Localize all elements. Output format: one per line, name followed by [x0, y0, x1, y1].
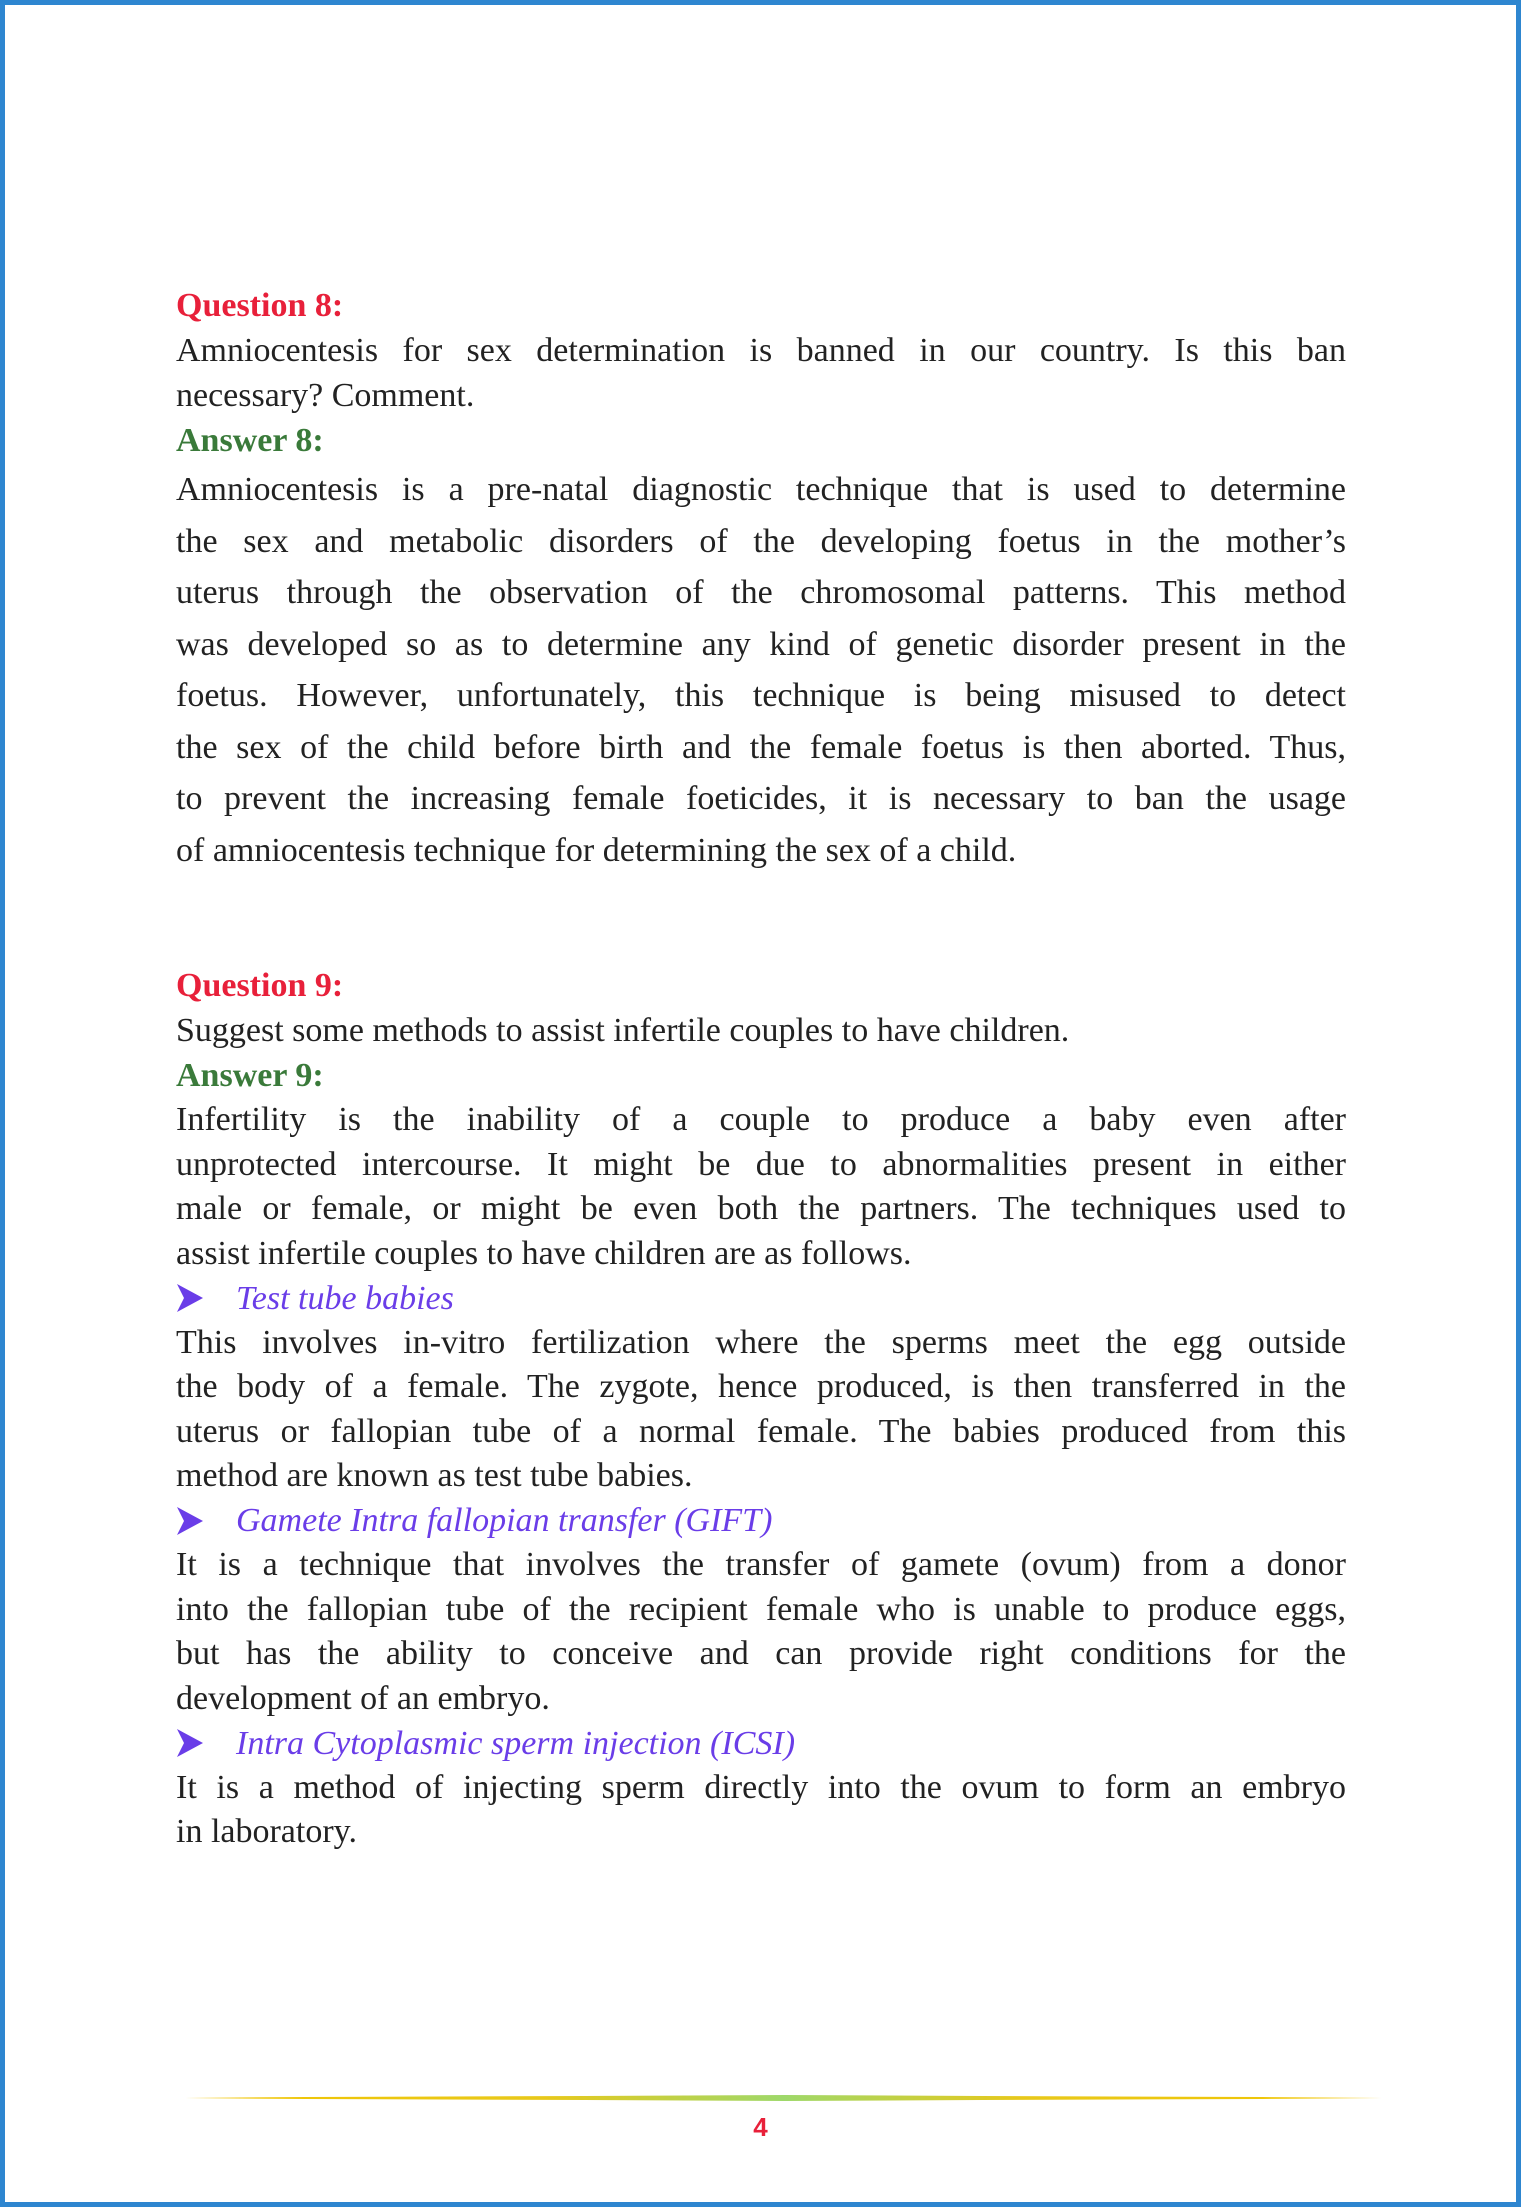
answer-8-line: to prevent the increasing female foeticides, it is necessary to ban the usage — [176, 780, 1346, 817]
question-8-section — [176, 283, 1346, 463]
footer-divider — [185, 2093, 1382, 2103]
method-line: It is a technique that involves the transfer of gamete (ovum) from a donor — [176, 1546, 1346, 1583]
answer-9-intro-line: unprotected intercourse. It might be due to abnormalities present in either — [176, 1145, 1346, 1183]
method-title: Test tube babies — [236, 1279, 454, 1317]
question-9-text-line: Suggest some methods to assist infertile couples to have children. — [176, 1012, 1070, 1049]
answer-9-label: Answer 9: — [176, 1057, 324, 1094]
answer-8-label: Answer 8: — [176, 422, 324, 459]
answer-8-paragraph — [176, 464, 1346, 876]
method-heading-gift — [176, 1499, 1346, 1544]
answer-8-line: of amniocentesis technique for determining the sex of a child. — [176, 831, 1017, 869]
method-line: but has the ability to conceive and can provide right conditions for the — [176, 1635, 1346, 1672]
answer-9-intro-line: assist infertile couples to have children are as follows. — [176, 1234, 912, 1272]
method-line: This involves in-vitro fertilization where the sperms meet the egg outside — [176, 1323, 1346, 1361]
arrowhead-bullet-icon — [176, 1506, 204, 1536]
answer-8-line: the sex and metabolic disorders of the developing foetus in the mother’s — [176, 522, 1346, 560]
question-8-label: Question 8: — [176, 287, 344, 324]
arrowhead-bullet-icon — [176, 1283, 204, 1313]
arrowhead-bullet-icon — [176, 1728, 204, 1758]
method-line: in laboratory. — [176, 1813, 357, 1850]
method-line: uterus or fallopian tube of a normal female. The babies produced from this — [176, 1412, 1346, 1450]
question-8-text-line: necessary? Comment. — [176, 377, 475, 414]
answer-8-line: foetus. However, unfortunately, this technique is being misused to detect — [176, 677, 1346, 714]
method-heading-icsi — [176, 1721, 1346, 1766]
answer-9-intro-line: Infertility is the inability of a couple to produce a baby even after — [176, 1101, 1346, 1138]
question-9-section — [176, 963, 1346, 1855]
method-line: method are known as test tube babies. — [176, 1457, 693, 1494]
page-number: 4 — [753, 2112, 768, 2142]
answer-8-line: Amniocentesis is a pre-natal diagnostic technique that is used to determine — [176, 471, 1346, 508]
question-8-text-line: Amniocentesis for sex determination is banned in our country. Is this ban — [176, 332, 1346, 369]
method-line: It is a method of injecting sperm directly into the ovum to form an embryo — [176, 1768, 1346, 1806]
method-title: Intra Cytoplasmic sperm injection (ICSI) — [236, 1724, 796, 1762]
answer-8-line: was developed so as to determine any kind of genetic disorder present in the — [176, 625, 1346, 663]
method-heading-test-tube-babies — [176, 1276, 1346, 1321]
answer-8-line: the sex of the child before birth and the female foetus is then aborted. Thus, — [176, 728, 1346, 766]
method-title: Gamete Intra fallopian transfer (GIFT) — [236, 1502, 773, 1540]
answer-9-intro-line: male or female, or might be even both the partners. The techniques used to — [176, 1190, 1346, 1227]
method-line: the body of a female. The zygote, hence produced, is then transferred in the — [176, 1368, 1346, 1405]
method-line: development of an embryo. — [176, 1679, 550, 1717]
method-line: into the fallopian tube of the recipient female who is unable to produce eggs, — [176, 1590, 1346, 1628]
question-9-label: Question 9: — [176, 967, 344, 1004]
answer-8-line: uterus through the observation of the chromosomal patterns. This method — [176, 574, 1346, 611]
